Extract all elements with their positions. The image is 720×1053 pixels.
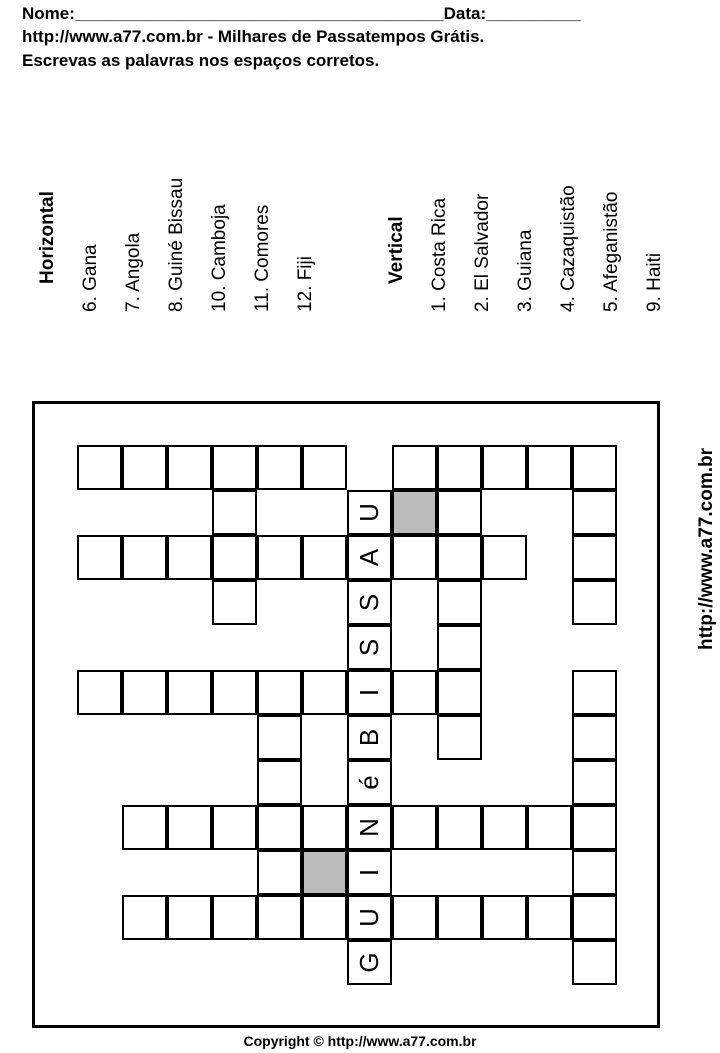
revealed-letter: I bbox=[354, 688, 384, 697]
revealed-letter: é bbox=[354, 775, 384, 790]
grid-cell[interactable] bbox=[302, 670, 347, 715]
horizontal-clues-title: Horizontal bbox=[37, 191, 58, 284]
name-date-line: Nome:_______________________________________Data:__________ bbox=[22, 4, 581, 23]
grid-cell[interactable] bbox=[392, 805, 437, 850]
grid-cell[interactable] bbox=[257, 895, 302, 940]
grid-cell[interactable] bbox=[212, 490, 257, 535]
grid-cell[interactable] bbox=[437, 670, 482, 715]
grid-cell[interactable] bbox=[167, 535, 212, 580]
revealed-letter: S bbox=[354, 638, 384, 657]
vertical-clue: 1. Costa Rica bbox=[429, 197, 450, 312]
grid-cell[interactable] bbox=[572, 850, 617, 895]
revealed-letter: N bbox=[354, 818, 384, 837]
grid-cell[interactable] bbox=[167, 670, 212, 715]
vertical-clue: 3. Guiana bbox=[515, 229, 536, 312]
grid-cell[interactable] bbox=[212, 445, 257, 490]
vertical-clue: 9. Haiti bbox=[644, 252, 665, 312]
grid-cell[interactable] bbox=[257, 535, 302, 580]
grid-cell[interactable] bbox=[77, 535, 122, 580]
grid-cell[interactable] bbox=[527, 805, 572, 850]
vertical-clue: 4. Cazaquistão bbox=[558, 185, 579, 312]
grid-cell[interactable] bbox=[77, 445, 122, 490]
grid-cell[interactable] bbox=[122, 805, 167, 850]
grid-cell[interactable] bbox=[212, 535, 257, 580]
vertical-clue: 5. Afeganistão bbox=[601, 191, 622, 312]
grid-cell[interactable] bbox=[167, 445, 212, 490]
grid-cell[interactable] bbox=[257, 445, 302, 490]
grid-cell[interactable] bbox=[257, 805, 302, 850]
revealed-letter: G bbox=[354, 952, 384, 973]
grid-cell[interactable] bbox=[257, 760, 302, 805]
grid-cell[interactable] bbox=[572, 670, 617, 715]
grid-cell[interactable] bbox=[572, 445, 617, 490]
revealed-letter: A bbox=[354, 548, 384, 567]
vertical-clue: 2. El Salvador bbox=[472, 193, 493, 312]
horizontal-clue: 11. Comores bbox=[252, 204, 273, 312]
grid-cell[interactable] bbox=[527, 895, 572, 940]
grid-cell[interactable] bbox=[392, 895, 437, 940]
grid-cell[interactable] bbox=[437, 895, 482, 940]
revealed-letter: U bbox=[354, 503, 384, 522]
site-line: http://www.a77.com.br - Milhares de Passatempos Grátis. bbox=[22, 27, 485, 46]
grid-cell[interactable] bbox=[302, 805, 347, 850]
grid-cell[interactable] bbox=[392, 535, 437, 580]
grid-cell[interactable] bbox=[122, 895, 167, 940]
grid-cell[interactable] bbox=[437, 535, 482, 580]
grid-cell[interactable] bbox=[572, 940, 617, 985]
grid-cell[interactable] bbox=[77, 670, 122, 715]
grid-cell[interactable] bbox=[482, 805, 527, 850]
horizontal-clue: 6. Gana bbox=[80, 244, 101, 312]
grid-cell[interactable] bbox=[167, 895, 212, 940]
shaded-cell bbox=[392, 490, 437, 535]
copyright-footer: Copyright © http://www.a77.com.br bbox=[243, 1033, 477, 1049]
grid-cell[interactable] bbox=[437, 445, 482, 490]
revealed-letter: B bbox=[354, 728, 384, 747]
grid-cell[interactable] bbox=[212, 805, 257, 850]
grid-cell[interactable] bbox=[302, 445, 347, 490]
side-url: http://www.a77.com.br bbox=[696, 448, 717, 650]
grid-cell[interactable] bbox=[302, 535, 347, 580]
grid-cell[interactable] bbox=[572, 895, 617, 940]
grid-cell[interactable] bbox=[437, 490, 482, 535]
grid-cell[interactable] bbox=[572, 490, 617, 535]
horizontal-clue: 7. Angola bbox=[123, 232, 144, 312]
grid-cell[interactable] bbox=[212, 670, 257, 715]
grid-cell[interactable] bbox=[437, 805, 482, 850]
revealed-letter: S bbox=[354, 593, 384, 612]
horizontal-clue: 10. Camboja bbox=[209, 204, 230, 312]
grid-cell[interactable] bbox=[122, 670, 167, 715]
grid-cell[interactable] bbox=[572, 715, 617, 760]
grid-cell[interactable] bbox=[257, 670, 302, 715]
horizontal-clue: 12. Fiji bbox=[295, 256, 316, 312]
instruction-text: Escrevas as palavras nos espaços corretos. bbox=[22, 51, 380, 70]
revealed-letter: U bbox=[354, 908, 384, 927]
grid-cell[interactable] bbox=[392, 445, 437, 490]
grid-cell[interactable] bbox=[122, 535, 167, 580]
grid-cell[interactable] bbox=[482, 535, 527, 580]
grid-cell[interactable] bbox=[572, 805, 617, 850]
grid-cell[interactable] bbox=[482, 895, 527, 940]
shaded-cell bbox=[302, 850, 347, 895]
revealed-letter: I bbox=[354, 868, 384, 877]
grid-cell[interactable] bbox=[302, 895, 347, 940]
grid-cell[interactable] bbox=[392, 670, 437, 715]
grid-cell[interactable] bbox=[437, 625, 482, 670]
grid-cell[interactable] bbox=[572, 580, 617, 625]
grid-cell[interactable] bbox=[482, 445, 527, 490]
grid-cell[interactable] bbox=[257, 850, 302, 895]
grid-cell[interactable] bbox=[572, 760, 617, 805]
horizontal-clue: 8. Guiné Bissau bbox=[166, 177, 187, 312]
grid-cell[interactable] bbox=[212, 895, 257, 940]
vertical-clues-title: Vertical bbox=[386, 216, 407, 284]
grid-cell[interactable] bbox=[437, 715, 482, 760]
grid-cell[interactable] bbox=[212, 580, 257, 625]
grid-cell[interactable] bbox=[122, 445, 167, 490]
grid-cell[interactable] bbox=[572, 535, 617, 580]
grid-cell[interactable] bbox=[527, 445, 572, 490]
grid-cell[interactable] bbox=[257, 715, 302, 760]
grid-cell[interactable] bbox=[167, 805, 212, 850]
grid-cell[interactable] bbox=[437, 580, 482, 625]
